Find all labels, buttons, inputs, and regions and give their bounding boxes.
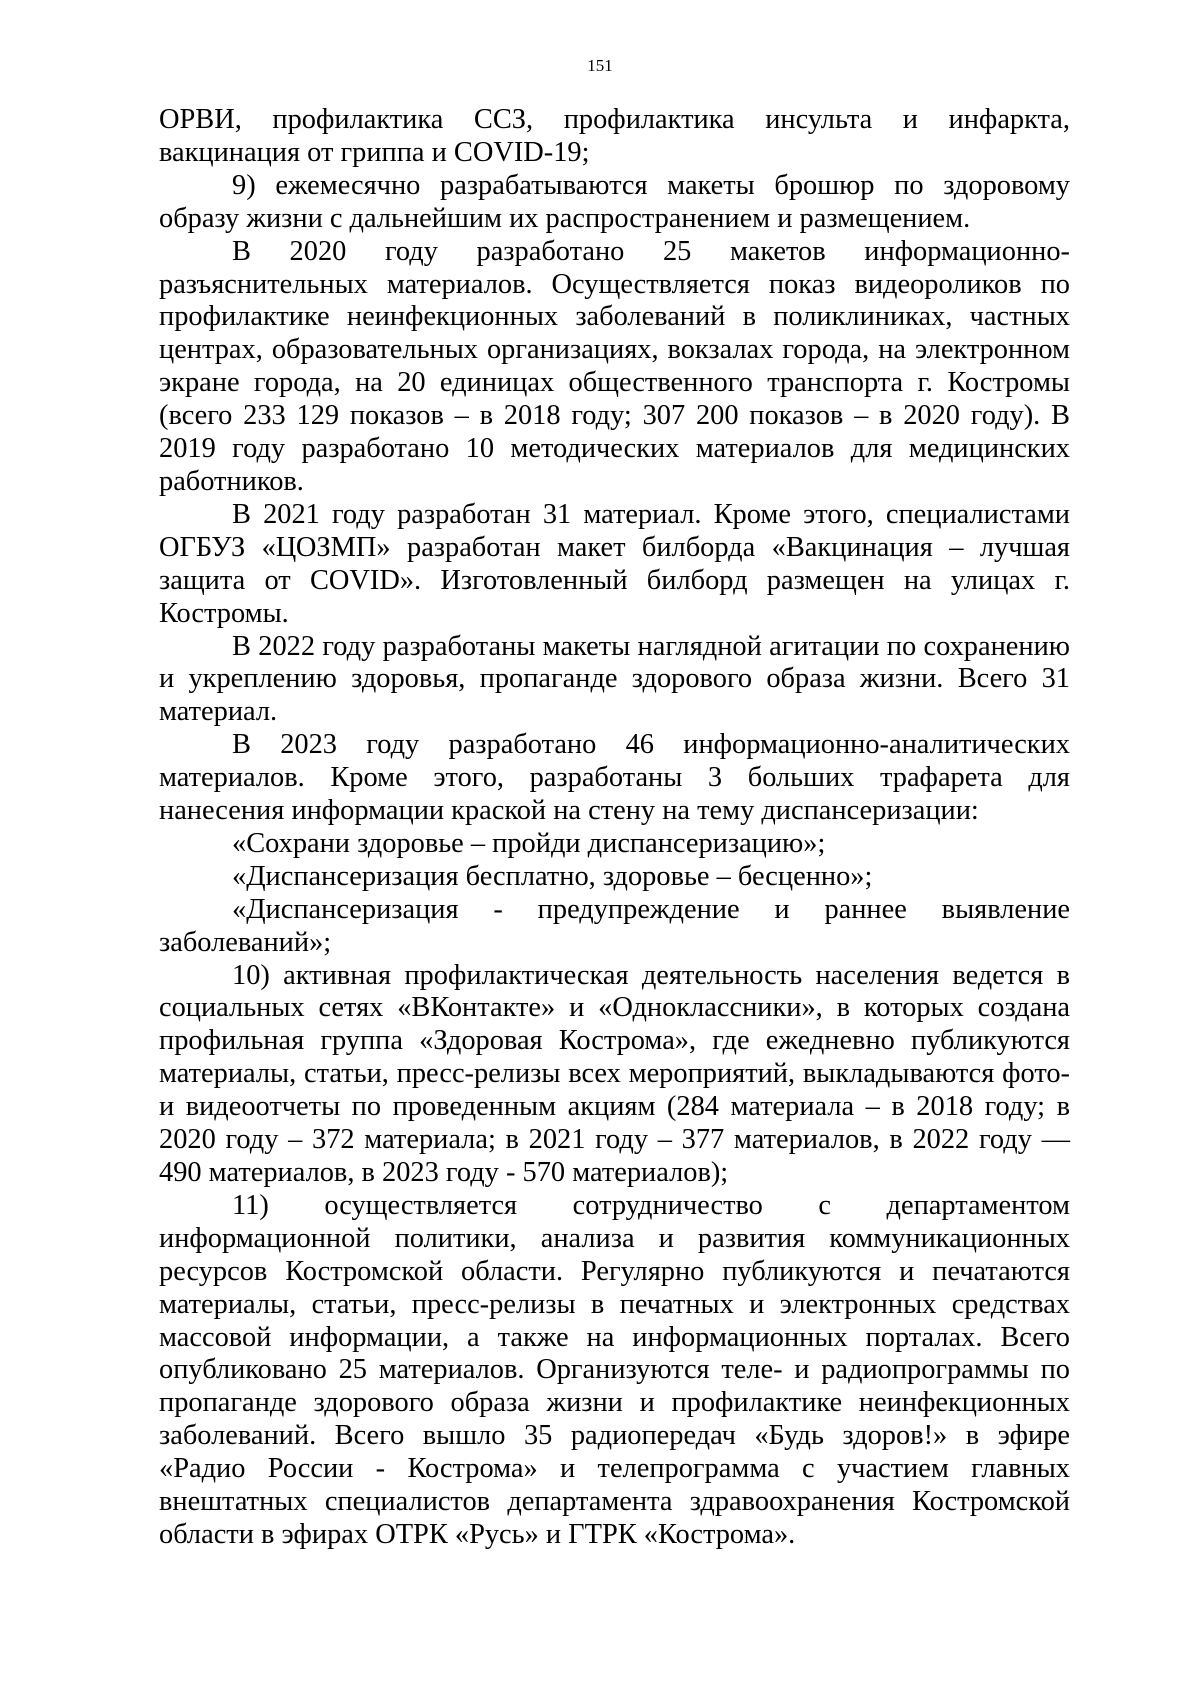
paragraph-item-10: 10) активная профилактическая деятельность населения ведется в социальных сетях «ВКонтакте» и «Одноклассники», в которых создана профильная группа «Здоровая Кострома», где ежедневно публикуются материалы, статьи, пресс-релизы всех мероприятий, выкладываются фото- и видеоотчеты по проведенным акциям (284 материала – в 2018 году; в 2020 году – 372 материала; в 2021 году – 377 материалов, в 2022 году — 490 материалов, в 2023 году - 570 материалов); bbox=[159, 959, 1070, 1188]
document-body bbox=[159, 104, 1070, 1552]
paragraph-continuation: ОРВИ, профилактика ССЗ, профилактика инсульта и инфаркта, вакцинация от гриппа и COVID-19; bbox=[159, 104, 1070, 168]
paragraph-2023: В 2023 году разработано 46 информационно-аналитических материалов. Кроме этого, разработаны 3 больших трафарета для нанесения информации краской на стену на тему диспансеризации: bbox=[159, 729, 1070, 827]
page-number: 151 bbox=[587, 56, 613, 75]
stencil-slogan-1: «Сохрани здоровье – пройди диспансеризацию»; bbox=[232, 827, 826, 859]
paragraph-item-9: 9) ежемесячно разрабатываются макеты брошюр по здоровому образу жизни с дальнейшим их распространением и размещением. bbox=[159, 169, 1070, 234]
stencil-slogan-3: «Диспансеризация - предупреждение и раннее выявление заболеваний»; bbox=[159, 893, 1070, 958]
paragraph-2020: В 2020 году разработано 25 макетов информационно-разъяснительных материалов. Осуществляется показ видеороликов по профилактике неинфекционных заболеваний в поликлиниках, частных центрах, образовательных организациях, вокзалах города, на электронном экране города, на 20 единицах общественного транспорта г. Костромы (всего 233 129 показов – в 2018 году; 307 200 показов – в 2020 году). В 2019 году разработано 10 методических материалов для медицинских работников. bbox=[159, 235, 1070, 497]
paragraph-2022: В 2022 году разработаны макеты наглядной агитации по сохранению и укреплению здоровья, пропаганде здорового образа жизни. Всего 31 материал. bbox=[159, 630, 1070, 728]
stencil-slogan-2: «Диспансеризация бесплатно, здоровье – бесценно»; bbox=[232, 860, 873, 892]
paragraph-item-11: 11) осуществляется сотрудничество с департаментом информационной политики, анализа и развития коммуникационных ресурсов Костромской области. Регулярно публикуются и печатаются материалы, статьи, пресс-релизы в печатных и электронных средствах массовой информации, а также на информационных порталах. Всего опубликовано 25 материалов. Организуются теле- и радиопрограммы по пропаганде здорового образа жизни и профилактике неинфекционных заболеваний. Всего вышло 35 радиопередач «Будь здоров!» в эфире «Радио России - Кострома» и телепрограмма с участием главных внештатных специалистов департамента здравоохранения Костромской области в эфирах ОТРК «Русь» и ГТРК «Кострома». bbox=[159, 1189, 1070, 1550]
paragraph-2021: В 2021 году разработан 31 материал. Кроме этого, специалистами ОГБУЗ «ЦОЗМП» разработан макет билборда «Вакцинация – лучшая защита от COVID». Изготовленный билборд размещен на улицах г. Костромы. bbox=[159, 498, 1070, 629]
